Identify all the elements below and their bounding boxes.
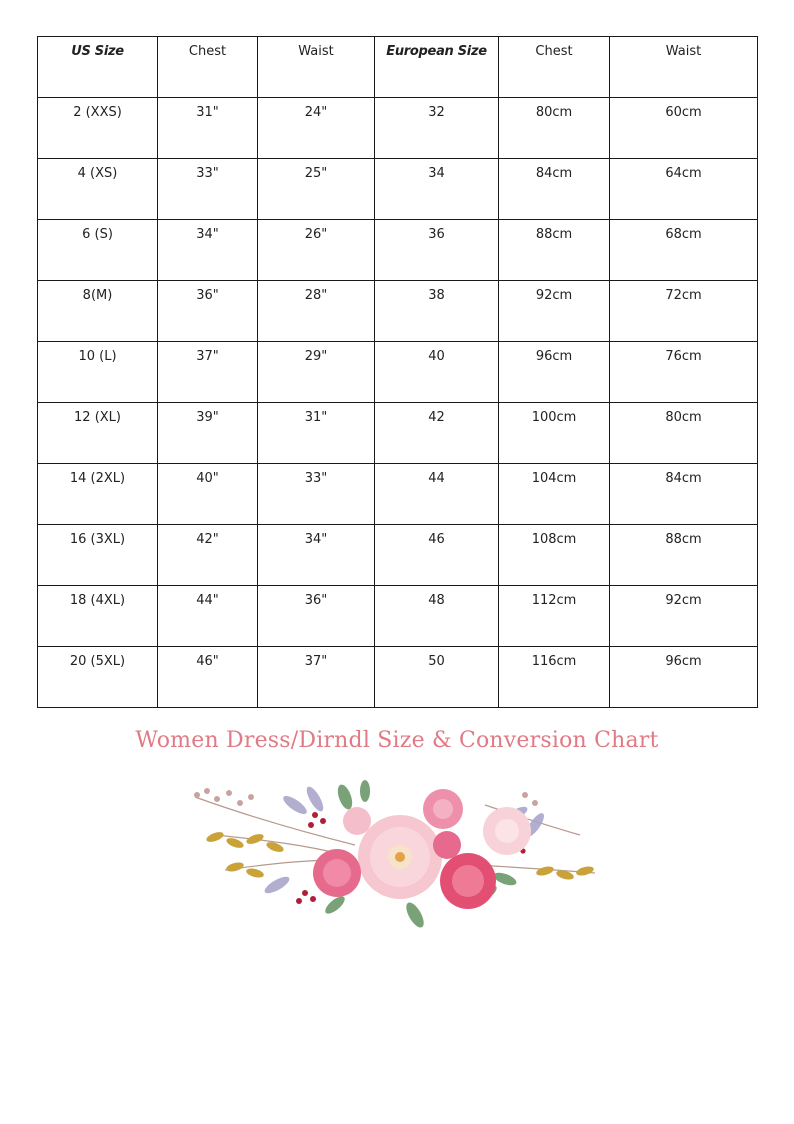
table-row: [38, 525, 758, 586]
cell-us-chest: 40": [158, 464, 258, 525]
cell-eu-chest: 80cm: [499, 98, 610, 159]
table-row: [38, 647, 758, 708]
floral-bouquet-icon: [185, 775, 605, 935]
cell-us-waist: 25": [258, 159, 375, 220]
cell-eu-waist: 96cm: [610, 647, 758, 708]
cell-us-size: 18 (4XL): [38, 586, 158, 647]
cell-us-size: 12 (XL): [38, 403, 158, 464]
cell-european-size: 34: [375, 159, 499, 220]
cell-us-chest: 33": [158, 159, 258, 220]
cell-us-waist: 31": [258, 403, 375, 464]
cell-us-size: 8(M): [38, 281, 158, 342]
table-header-row: [38, 37, 758, 98]
table-row: [38, 98, 758, 159]
cell-eu-waist: 76cm: [610, 342, 758, 403]
cell-european-size: 38: [375, 281, 499, 342]
cell-us-waist: 29": [258, 342, 375, 403]
cell-us-chest: 46": [158, 647, 258, 708]
cell-eu-waist: 68cm: [610, 220, 758, 281]
cell-eu-chest: 92cm: [499, 281, 610, 342]
table-row: [38, 586, 758, 647]
cell-eu-waist: 80cm: [610, 403, 758, 464]
cell-eu-chest: 88cm: [499, 220, 610, 281]
table-row: [38, 220, 758, 281]
header-eu-chest: Chest: [499, 37, 610, 98]
cell-us-size: 20 (5XL): [38, 647, 158, 708]
cell-us-chest: 31": [158, 98, 258, 159]
table-row: [38, 403, 758, 464]
cell-us-size: 16 (3XL): [38, 525, 158, 586]
cell-us-chest: 42": [158, 525, 258, 586]
chart-title: Women Dress/Dirndl Size & Conversion Chart: [135, 728, 659, 753]
header-eu-waist: Waist: [610, 37, 758, 98]
cell-us-chest: 36": [158, 281, 258, 342]
cell-eu-waist: 84cm: [610, 464, 758, 525]
cell-us-waist: 34": [258, 525, 375, 586]
cell-european-size: 48: [375, 586, 499, 647]
table-row: [38, 464, 758, 525]
size-conversion-table: [37, 36, 758, 708]
cell-us-size: 10 (L): [38, 342, 158, 403]
cell-us-waist: 26": [258, 220, 375, 281]
cell-european-size: 36: [375, 220, 499, 281]
cell-us-waist: 24": [258, 98, 375, 159]
cell-us-waist: 28": [258, 281, 375, 342]
table-row: [38, 342, 758, 403]
cell-eu-chest: 112cm: [499, 586, 610, 647]
table-row: [38, 281, 758, 342]
cell-us-size: 14 (2XL): [38, 464, 158, 525]
cell-us-chest: 37": [158, 342, 258, 403]
cell-eu-waist: 92cm: [610, 586, 758, 647]
header-us-size: US Size: [38, 37, 158, 98]
header-us-chest: Chest: [158, 37, 258, 98]
table-row: [38, 159, 758, 220]
cell-eu-waist: 60cm: [610, 98, 758, 159]
cell-us-size: 2 (XXS): [38, 98, 158, 159]
cell-us-size: 4 (XS): [38, 159, 158, 220]
cell-eu-chest: 116cm: [499, 647, 610, 708]
cell-us-chest: 44": [158, 586, 258, 647]
cell-eu-waist: 64cm: [610, 159, 758, 220]
header-european-size: European Size: [375, 37, 499, 98]
cell-us-waist: 37": [258, 647, 375, 708]
cell-european-size: 44: [375, 464, 499, 525]
cell-us-waist: 36": [258, 586, 375, 647]
cell-european-size: 42: [375, 403, 499, 464]
header-us-waist: Waist: [258, 37, 375, 98]
cell-us-waist: 33": [258, 464, 375, 525]
cell-european-size: 50: [375, 647, 499, 708]
cell-eu-chest: 96cm: [499, 342, 610, 403]
cell-eu-chest: 84cm: [499, 159, 610, 220]
cell-eu-chest: 100cm: [499, 403, 610, 464]
cell-european-size: 32: [375, 98, 499, 159]
cell-european-size: 40: [375, 342, 499, 403]
cell-eu-chest: 104cm: [499, 464, 610, 525]
cell-us-chest: 39": [158, 403, 258, 464]
cell-eu-waist: 88cm: [610, 525, 758, 586]
cell-european-size: 46: [375, 525, 499, 586]
cell-us-size: 6 (S): [38, 220, 158, 281]
cell-eu-waist: 72cm: [610, 281, 758, 342]
cell-us-chest: 34": [158, 220, 258, 281]
cell-eu-chest: 108cm: [499, 525, 610, 586]
